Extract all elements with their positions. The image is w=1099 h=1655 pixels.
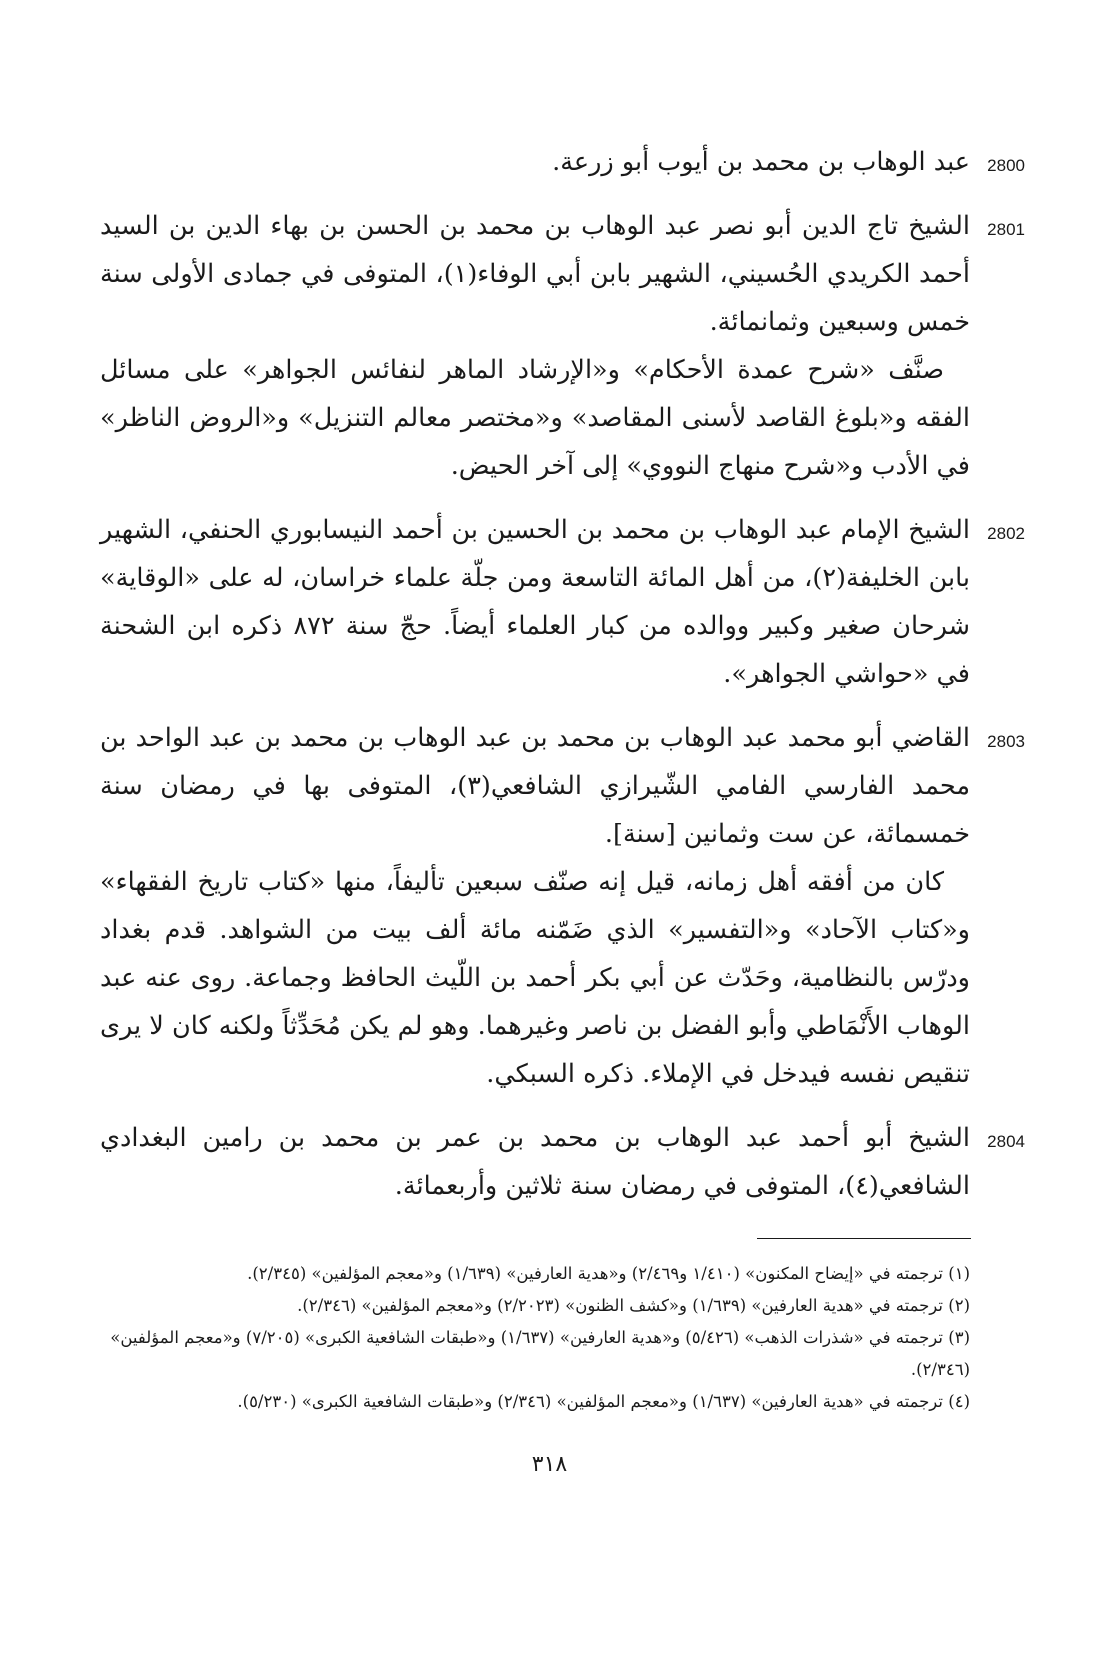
entry-number: 2803 [987,732,1025,751]
footnote: (٣) ترجمته في «شذرات الذهب» (٥/٤٢٦) و«هدية العارفين» (١/٦٣٧) و«طبقات الشافعية الكبرى» (٧/٢٠٥) و«معجم المؤلفين» (٢/٣٤٦). [110,1328,970,1379]
footnote: (٢) ترجمته في «هدية العارفين» (١/٦٣٩) و«كشف الظنون» (٢/٢٠٢٣) و«معجم المؤلفين» (٢/٣٤٦). [297,1296,970,1315]
footnote-divider [757,1238,971,1239]
entry-number: 2800 [987,156,1025,175]
entry-paragraph: كان من أفقه أهل زمانه، قيل إنه صنّف سبعين تأليفاً، منها «كتاب تاريخ الفقهاء» و«كتاب الآحاد» و«التفسير» الذي ضَمّنه مائة ألف بيت من الشواهد. قدم بغداد ودرّس بالنظامية، وحَدّث عن أبي بكر أحمد بن اللّيث الحافظ وجماعة. روى عنه عبد الوهاب الأَنْمَاطي وأبو الفضل بن ناصر وغيرهما. وهو لم يكن مُحَدِّثاً ولكنه كان لا يرى تنقيص نفسه فيدخل في الإملاء. ذكره السبكي. [100,867,970,1089]
entry-2802 [100,506,1025,698]
entry-paragraph: صنَّف «شرح عمدة الأحكام» و«الإرشاد الماهر لنفائس الجواهر» على مسائل الفقه و«بلوغ القاصد لأسنى المقاصد» و«مختصر معالم التنزيل» و«الروض الناظر» في الأدب و«شرح منهاج النووي» إلى آخر الحيض. [100,355,970,481]
footnote: (١) ترجمته في «إيضاح المكنون» (١/٤١٠ و٢/٤٦٩) و«هدية العارفين» (١/٦٣٩) و«معجم المؤلفين» (٢/٣٤٥). [247,1264,970,1283]
main-text [100,138,1025,1226]
footnote: (٤) ترجمته في «هدية العارفين» (١/٦٣٧) و«معجم المؤلفين» (٢/٣٤٦) و«طبقات الشافعية الكبرى» (٥/٢٣٠). [237,1392,970,1411]
entry-paragraph: الشيخ أبو أحمد عبد الوهاب بن محمد بن عمر بن محمد بن رامين البغدادي الشافعي(٤)، المتوفى في رمضان سنة ثلاثين وأربعمائة. [100,1123,970,1201]
entry-paragraph: القاضي أبو محمد عبد الوهاب بن محمد بن عبد الوهاب بن محمد بن عبد الواحد بن محمد الفارسي الفامي الشّيرازي الشافعي(٣)، المتوفى بها في رمضان سنة خمسمائة، عن ست وثمانين [سنة]. [100,723,970,849]
entry-2800 [100,138,1025,186]
footnotes [100,1258,970,1418]
entry-paragraph: الشيخ الإمام عبد الوهاب بن محمد بن الحسين بن أحمد النيسابوري الحنفي، الشهير بابن الخليفة(٢)، من أهل المائة التاسعة ومن جلّة علماء خراسان، له على «الوقاية» شرحان صغير وكبير ووالده من كبار العلماء أيضاً. حجّ سنة ٨٧٢ ذكره ابن الشحنة في «حواشي الجواهر». [100,515,971,689]
entry-paragraph: الشيخ تاج الدين أبو نصر عبد الوهاب بن محمد بن الحسن بن بهاء الدين بن السيد أحمد الكريدي الحُسيني، الشهير بابن أبي الوفاء(١)، المتوفى في جمادى الأولى سنة خمس وسبعين وثمانمائة. [100,211,970,337]
entry-2801 [100,202,1025,490]
entry-number: 2801 [987,220,1025,239]
entry-number: 2804 [987,1132,1025,1151]
entry-2804 [100,1114,1025,1210]
entry-paragraph: عبد الوهاب بن محمد بن أيوب أبو زرعة. [552,147,970,177]
page-number: ٣١٨ [531,1452,568,1477]
entry-number: 2802 [987,524,1025,543]
entry-2803 [100,714,1025,1098]
